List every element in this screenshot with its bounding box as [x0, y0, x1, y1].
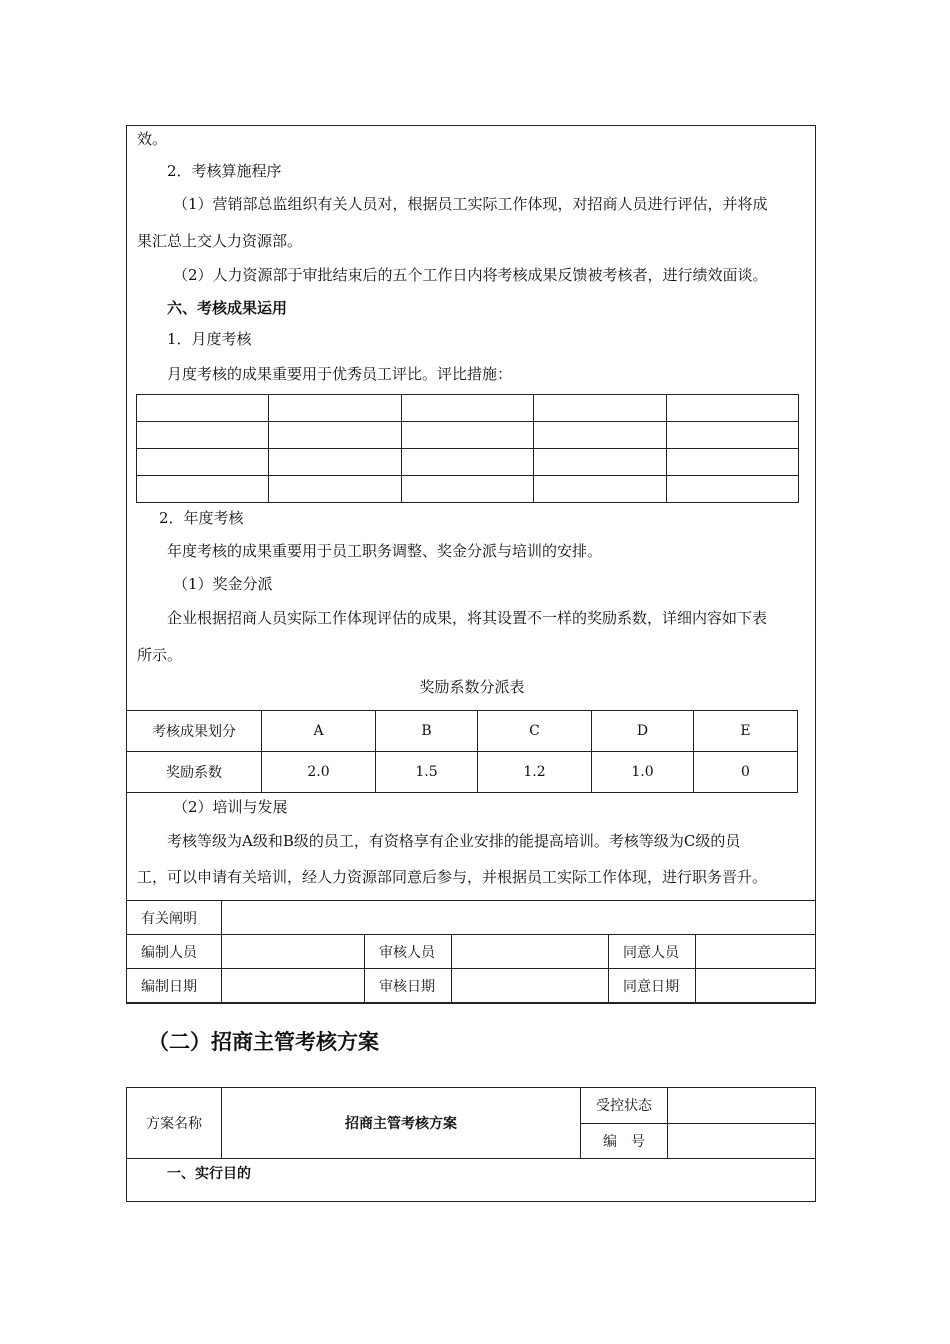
notes-value	[222, 901, 816, 935]
number-label: 编 号	[581, 1123, 668, 1159]
approve-date-value	[696, 969, 816, 1003]
reviewer-label: 审核人员	[365, 935, 452, 969]
text-line: 2．年度考核	[159, 509, 244, 527]
text-line: 2．考核算施程序	[167, 162, 282, 180]
grade-cell: C	[478, 711, 592, 752]
grade-cell: A	[262, 711, 376, 752]
text-line: 考核等级为A级和B级的员工，有资格享有企业安排的能提高培训。考核等级为C级的员	[167, 832, 741, 850]
text-line: （2）人力资源部于审批结束后的五个工作日内将考核成果反馈被考核者，进行绩效面谈。	[173, 266, 768, 284]
text-line: 月度考核的成果重要用于优秀员工评比。评比措施：	[167, 365, 513, 383]
plan-name-value: 招商主管考核方案	[222, 1088, 581, 1159]
text-line: 效。	[137, 130, 168, 148]
text-line: （1）奖金分派	[173, 575, 273, 593]
plan-header-table	[126, 1087, 816, 1202]
coefficient-cell: 1.0	[592, 752, 694, 793]
section-heading: 六、考核成果运用	[167, 299, 288, 317]
reviewer-value	[452, 935, 609, 969]
plan-name-label: 方案名称	[127, 1088, 222, 1159]
compile-date-value	[222, 969, 365, 1003]
text-line: 1．月度考核	[167, 330, 252, 348]
row-label-cell: 奖励系数	[127, 752, 262, 793]
approve-date-label: 同意日期	[609, 969, 696, 1003]
approver-value	[696, 935, 816, 969]
document-frame	[126, 125, 816, 1004]
text-line: 工，可以申请有关培训，经人力资源部同意后参与，并根据员工实际工作体现，进行职务晋升。	[137, 868, 768, 886]
compiler-value	[222, 935, 365, 969]
text-line: 年度考核的成果重要用于员工职务调整、奖金分派与培训的安排。	[167, 542, 603, 560]
text-line: （2）培训与发展	[173, 798, 288, 816]
text-line: 果汇总上交人力资源部。	[137, 232, 303, 250]
section-title: （二）招商主管考核方案	[148, 1029, 379, 1054]
status-value	[668, 1088, 816, 1124]
review-date-label: 审核日期	[365, 969, 452, 1003]
coefficient-cell: 0	[694, 752, 798, 793]
signature-table	[126, 900, 816, 1003]
first-heading: 一、实行目的	[127, 1159, 816, 1202]
review-date-value	[452, 969, 609, 1003]
approver-label: 同意人员	[609, 935, 696, 969]
text-line: 企业根据招商人员实际工作体现评估的成果，将其设置不一样的奖励系数，详细内容如下表	[167, 609, 768, 627]
header-cell: 考核成果划分	[127, 711, 262, 752]
compiler-label: 编制人员	[127, 935, 222, 969]
coefficient-cell: 2.0	[262, 752, 376, 793]
text-line: （1）营销部总监组织有关人员对，根据员工实际工作体现，对招商人员进行评估，并将成	[173, 195, 768, 213]
compile-date-label: 编制日期	[127, 969, 222, 1003]
coefficient-cell: 1.2	[478, 752, 592, 793]
text-line: 所示。	[137, 646, 183, 664]
status-label: 受控状态	[581, 1088, 668, 1124]
notes-label: 有关阐明	[127, 901, 222, 935]
grade-cell: E	[694, 711, 798, 752]
table-title: 奖励系数分派表	[419, 678, 525, 696]
blank-evaluation-table	[136, 394, 799, 503]
grade-cell: B	[376, 711, 478, 752]
coefficient-cell: 1.5	[376, 752, 478, 793]
number-value	[668, 1123, 816, 1159]
bonus-coefficient-table	[126, 710, 798, 793]
grade-cell: D	[592, 711, 694, 752]
